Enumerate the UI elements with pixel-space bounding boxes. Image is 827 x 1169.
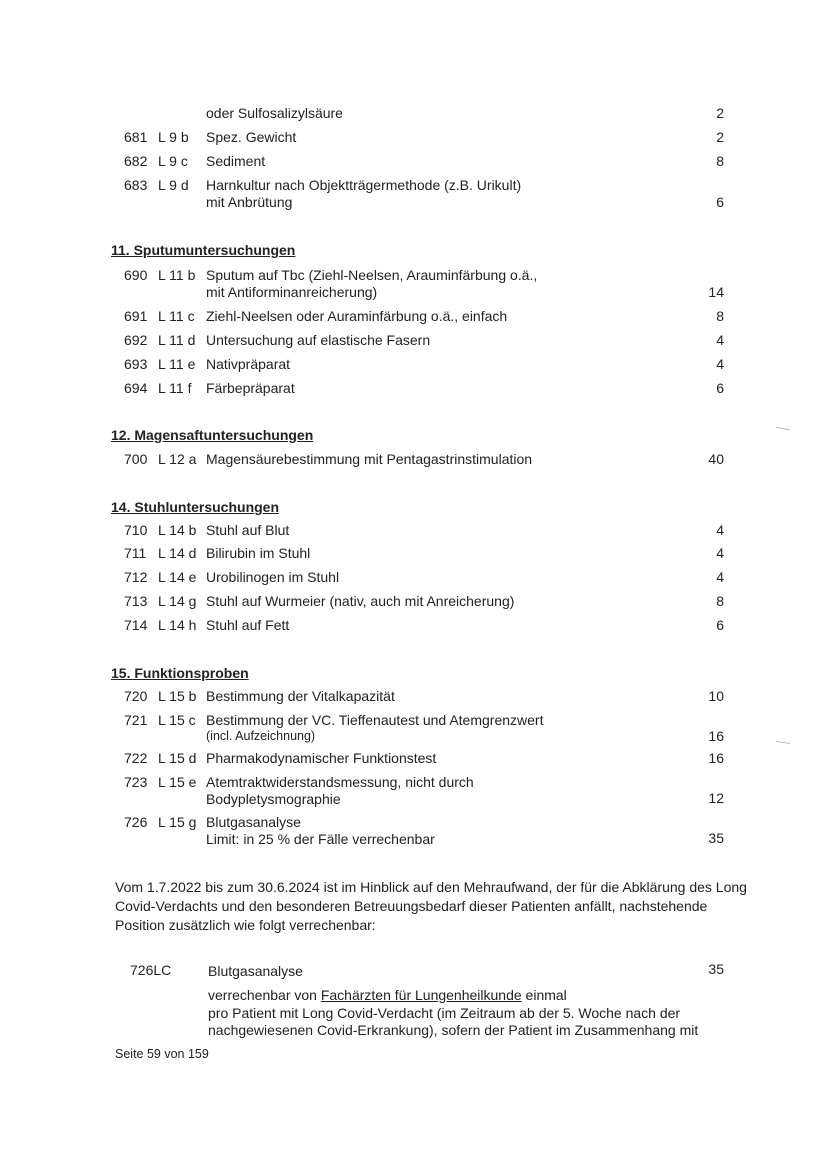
position-description: Blutgasanalyse: [208, 963, 303, 979]
position-number: 692: [124, 332, 148, 348]
position-description: Urobilinogen im Stuhl: [206, 569, 340, 585]
position-code: L 14 h: [158, 617, 197, 633]
position-description: Bestimmung der VC. Tieffenautest und Atemgrenzwert: [206, 712, 544, 728]
position-description-line2: mit Anbrütung: [206, 194, 293, 210]
section-heading-12: 12. Magensaftuntersuchungen: [111, 427, 314, 443]
position-code: L 11 b: [158, 267, 196, 283]
position-points: 35: [708, 961, 724, 977]
position-description: Bilirubin im Stuhl: [206, 545, 311, 561]
long-covid-paragraph: Vom 1.7.2022 bis zum 30.6.2024 ist im Hinblick auf den Mehraufwand, der für die Abklärung des Long Covid-Verdachts und den besonderen Betreuungsbedarf dieser Patienten anfällt, nachstehende Position zusätzlich wie folgt verrechenbar:: [115, 879, 747, 933]
position-points: 35: [708, 830, 724, 846]
position-description-line2: mit Antiforminanreicherung): [206, 284, 378, 300]
position-description: Untersuchung auf elastische Fasern: [206, 332, 431, 348]
position-number: 726: [124, 814, 148, 830]
position-description: Sediment: [206, 153, 266, 169]
position-points: 4: [716, 356, 724, 372]
position-code: L 14 d: [158, 545, 197, 561]
section-heading-15: 15. Funktionsproben: [111, 665, 249, 681]
section-heading-14: 14. Stuhluntersuchungen: [111, 499, 280, 515]
position-number: 720: [124, 688, 148, 704]
position-points: 10: [708, 688, 724, 704]
position-number: 691: [124, 308, 148, 324]
page-number: Seite 59 von 159: [115, 1047, 209, 1061]
position-code: L 14 b: [158, 522, 197, 538]
position-description: Pharmakodynamischer Funktionstest: [206, 750, 437, 766]
position-points: 16: [708, 728, 724, 744]
lc-condition-text: verrechenbar von: [208, 987, 321, 1003]
position-code: L 15 g: [158, 814, 197, 830]
position-code: L 11 c: [158, 308, 195, 324]
position-points: 40: [708, 451, 724, 467]
position-points: 6: [716, 194, 724, 210]
lc-condition-line2: pro Patient mit Long Covid-Verdacht (im Zeitraum ab der 5. Woche nach der: [208, 1005, 681, 1021]
position-description: Harnkultur nach Objektträgermethode (z.B. Urikult): [206, 177, 522, 193]
position-points: 8: [716, 308, 724, 324]
position-number: 690: [124, 267, 148, 283]
position-number: 711: [124, 545, 147, 561]
position-description: Blutgasanalyse: [206, 814, 301, 830]
position-points: 6: [716, 380, 724, 396]
position-points: 2: [716, 129, 724, 145]
position-description: Spez. Gewicht: [206, 129, 297, 145]
position-description: Sputum auf Tbc (Ziehl-Neelsen, Arauminfärbung o.ä.,: [206, 267, 538, 283]
position-points: 4: [716, 569, 724, 585]
position-code: L 14 e: [158, 569, 197, 585]
position-description-line2: Bodypletysmographie: [206, 791, 341, 807]
scan-mark: [776, 427, 790, 431]
position-number: 681: [124, 129, 148, 145]
position-code: L 11 f: [158, 380, 192, 396]
row-continuation-points: 2: [716, 105, 724, 121]
position-points: 16: [708, 750, 724, 766]
position-code: L 9 c: [158, 153, 188, 169]
position-description-line2: (incl. Aufzeichnung): [206, 729, 316, 743]
position-number: 683: [124, 177, 148, 193]
position-description: Stuhl auf Blut: [206, 522, 290, 538]
position-points: 12: [708, 790, 724, 806]
position-description: Atemtraktwiderstandsmessung, nicht durch: [206, 774, 474, 790]
position-points: 4: [716, 545, 724, 561]
section-heading-11: 11. Sputumuntersuchungen: [111, 242, 296, 258]
position-points: 14: [708, 284, 724, 300]
position-description-line2: Limit: in 25 % der Fälle verrechenbar: [206, 831, 435, 847]
row-continuation-desc: oder Sulfosalizylsäure: [206, 105, 343, 121]
position-points: 8: [716, 153, 724, 169]
position-points: 6: [716, 617, 724, 633]
position-code: L 12 a: [158, 451, 197, 467]
position-number: 721: [124, 712, 148, 728]
position-code: L 15 e: [158, 774, 197, 790]
position-number: 682: [124, 153, 148, 169]
position-code: L 11 e: [158, 356, 196, 372]
position-description: Stuhl auf Wurmeier (nativ, auch mit Anreicherung): [206, 593, 515, 609]
specialist-link: Fachärzten für Lungenheilkunde: [320, 987, 522, 1003]
position-description: Stuhl auf Fett: [206, 617, 290, 633]
lc-condition-text-end: einmal: [521, 987, 567, 1003]
position-description: Ziehl-Neelsen oder Auraminfärbung o.ä., einfach: [206, 308, 508, 324]
position-number: 693: [124, 356, 148, 372]
position-number: 694: [124, 380, 148, 396]
position-code: L 9 d: [158, 177, 189, 193]
position-points: 4: [716, 332, 724, 348]
position-code: L 11 d: [158, 332, 196, 348]
position-points: 4: [716, 522, 724, 538]
position-description: Bestimmung der Vitalkapazität: [206, 688, 395, 704]
position-number: 714: [124, 617, 148, 633]
lc-condition-line3: nachgewiesenen Covid-Erkrankung), sofern der Patient im Zusammenhang mit: [208, 1022, 699, 1038]
position-number: 723: [124, 774, 148, 790]
lc-condition-line1: [208, 987, 567, 1004]
position-description: Färbepräparat: [206, 380, 295, 396]
position-code: L 15 c: [158, 712, 196, 728]
position-number: 713: [124, 593, 148, 609]
position-description: Magensäurebestimmung mit Pentagastrinstimulation: [206, 451, 533, 467]
position-description: Nativpräparat: [206, 356, 291, 372]
scan-mark: [776, 741, 790, 744]
position-number: 700: [124, 451, 148, 467]
position-number: 722: [124, 750, 148, 766]
position-code: L 9 b: [158, 129, 189, 145]
position-points: 8: [716, 593, 724, 609]
position-code: L 15 d: [158, 750, 197, 766]
position-number: 710: [124, 522, 148, 538]
position-number: 726LC: [130, 962, 172, 978]
position-code: L 15 b: [158, 688, 197, 704]
position-number: 712: [124, 569, 148, 585]
position-code: L 14 g: [158, 593, 197, 609]
